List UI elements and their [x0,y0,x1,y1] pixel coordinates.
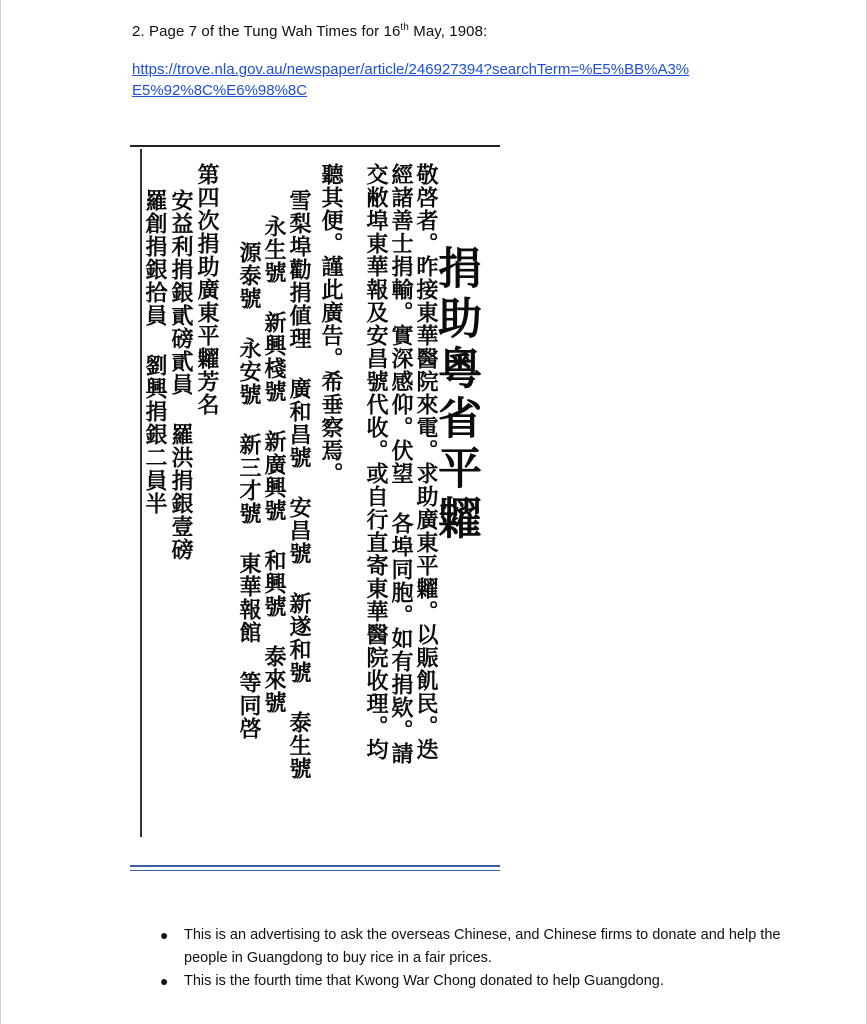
clipping-column-9: 安益利捐銀貳磅貳員 羅洪捐銀壹磅 [168,189,194,561]
bullet-text: This is an advertising to ask the overseas Chinese, and Chinese firms to donate and help the people in Guangdong to buy rice in a fair prices. [184,927,781,966]
clipping-top-rule [130,145,500,147]
bullet-text: This is the fourth time that Kwong War Chong donated to help Guangdong. [184,973,664,989]
bullet-item [160,970,800,993]
clipping-column-10: 羅創捐銀拾員 劉興捐銀二員半 [142,189,168,515]
clipping-column-6: 永生號 新興棧號 新廣興號 和興號 泰來號 [261,215,287,714]
link-line-1[interactable]: https://trove.nla.gov.au/newspaper/article/246927394?searchTerm=%E5%BB%A3% [132,61,690,78]
bullet-list [160,924,800,993]
clipping-column-4: 聽其便。謹此廣告。希垂察焉。 [318,163,344,485]
bullet-dot-icon: ● [160,973,169,989]
clipping-column-5: 雪梨埠勸捐値理 廣和昌號 安昌號 新遂和號 泰生號 [286,189,312,780]
newspaper-clipping [130,145,500,873]
clipping-bottom-rule [130,865,500,867]
clipping-column-7: 源泰號 永安號 新三才號 東華報館 等同啓 [236,241,262,740]
heading-suffix: May, 1908: [408,23,488,40]
bullet-dot-icon: ● [160,927,169,943]
heading-superscript: th [400,22,409,33]
page-edge-left [0,0,1,1024]
heading-prefix: 2. Page 7 of the Tung Wah Times for 16 [132,23,401,40]
section-heading [132,23,487,40]
clipping-bottom-rule-thin [130,870,500,871]
trove-article-link[interactable] [132,59,752,101]
link-line-2[interactable]: E5%92%8C%E6%98%8C [132,82,308,99]
clipping-column-1: 敬啓者。昨接東華醫院來電。求助廣東平糶。以賑飢民。迭 [413,163,439,761]
clipping-title: 捐助粵省平糶 [430,245,481,545]
clipping-column-2: 經諸善士捐輸。實深感仰。伏望 各埠同胞。如有捐欵。請 [388,163,414,765]
clipping-column-8: 第四次捐助廣東平糶芳名 [194,163,220,416]
bullet-item [160,924,800,970]
clipping-column-3: 交敝埠東華報及安昌號代收。或自行直寄東華醫院收理。均 [363,163,389,761]
